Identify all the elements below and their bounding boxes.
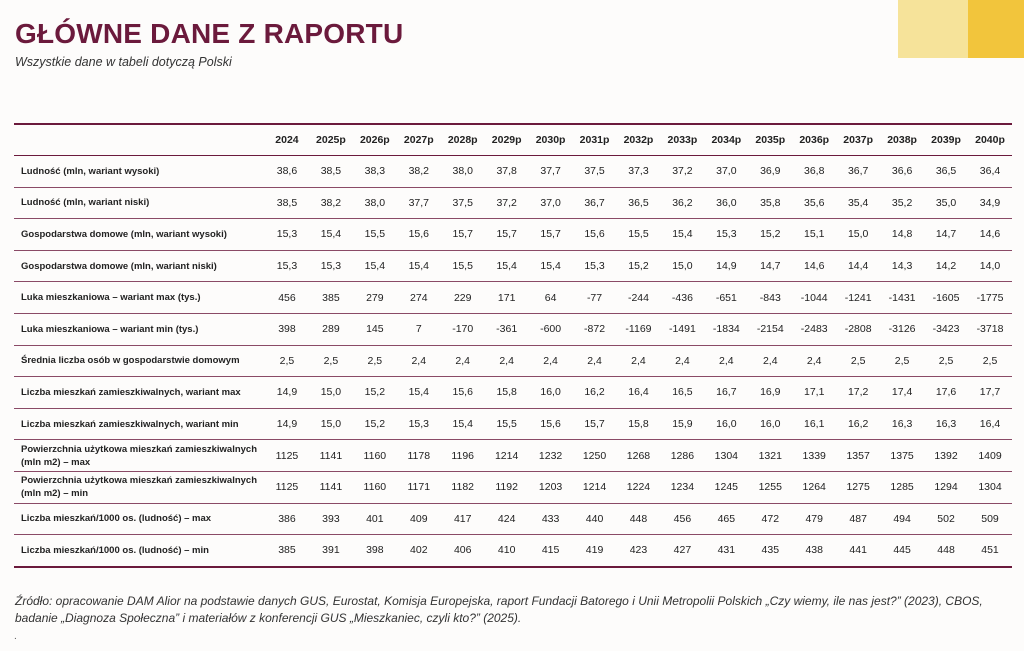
table-cell: 441 <box>836 535 880 567</box>
table-cell: 7 <box>397 313 441 345</box>
table-cell: 15,4 <box>353 250 397 282</box>
row-label: Luka mieszkaniowa – wariant max (tys.) <box>14 282 265 314</box>
table-cell: -1169 <box>617 313 661 345</box>
table-cell: 14,4 <box>836 250 880 282</box>
table-row <box>14 156 1012 188</box>
table-cell: 1409 <box>968 440 1012 472</box>
table-cell: 509 <box>968 503 1012 535</box>
table-cell: 38,2 <box>309 187 353 219</box>
table-cell: 16,0 <box>704 408 748 440</box>
footer-dot: . <box>14 631 17 642</box>
table-cell: 15,1 <box>792 219 836 251</box>
table-cell: 35,6 <box>792 187 836 219</box>
table-header-row <box>14 124 1012 156</box>
table-cell: -170 <box>441 313 485 345</box>
table-cell: -1491 <box>660 313 704 345</box>
table-cell: 15,8 <box>617 408 661 440</box>
table-row <box>14 345 1012 377</box>
table-row <box>14 535 1012 567</box>
table-cell: 15,7 <box>441 219 485 251</box>
table-cell: 448 <box>617 503 661 535</box>
table-cell: 37,0 <box>704 156 748 188</box>
column-header: 2028p <box>441 124 485 156</box>
table-cell: 391 <box>309 535 353 567</box>
table-cell: 15,3 <box>397 408 441 440</box>
table-cell: 438 <box>792 535 836 567</box>
table-cell: 36,7 <box>836 156 880 188</box>
table-cell: 2,4 <box>441 345 485 377</box>
column-header: 2037p <box>836 124 880 156</box>
table-cell: 1125 <box>265 471 309 503</box>
table-cell: 502 <box>924 503 968 535</box>
table-cell: 419 <box>573 535 617 567</box>
table-row <box>14 219 1012 251</box>
table-cell: 145 <box>353 313 397 345</box>
table-cell: 38,0 <box>441 156 485 188</box>
column-header: 2029p <box>485 124 529 156</box>
table-cell: -436 <box>660 282 704 314</box>
table-cell: 1224 <box>617 471 661 503</box>
table-cell: 16,3 <box>880 408 924 440</box>
table-cell: 1203 <box>529 471 573 503</box>
table-cell: 17,6 <box>924 377 968 409</box>
table-cell: 15,0 <box>309 408 353 440</box>
row-label: Liczba mieszkań zamieszkiwalnych, wariant min <box>14 408 265 440</box>
table-cell: 14,7 <box>924 219 968 251</box>
table-cell: 1160 <box>353 471 397 503</box>
table-cell: 38,5 <box>265 187 309 219</box>
table-cell: 14,3 <box>880 250 924 282</box>
table-cell: 435 <box>748 535 792 567</box>
table-cell: 431 <box>704 535 748 567</box>
table-cell: 16,2 <box>573 377 617 409</box>
column-header: 2032p <box>617 124 661 156</box>
table-cell: -1241 <box>836 282 880 314</box>
table-cell: 14,6 <box>792 250 836 282</box>
column-header: 2034p <box>704 124 748 156</box>
table-cell: 398 <box>265 313 309 345</box>
table-cell: 37,2 <box>660 156 704 188</box>
row-label: Powierzchnia użytkowa mieszkań zamieszkiwalnych (mln m2) – max <box>14 440 265 472</box>
table-cell: 445 <box>880 535 924 567</box>
table-cell: 36,5 <box>924 156 968 188</box>
table-cell: 17,1 <box>792 377 836 409</box>
table-cell: 15,3 <box>309 250 353 282</box>
table-row <box>14 250 1012 282</box>
row-label: Luka mieszkaniowa – wariant min (tys.) <box>14 313 265 345</box>
table-cell: 35,2 <box>880 187 924 219</box>
table-cell: 16,4 <box>968 408 1012 440</box>
column-header: 2031p <box>573 124 617 156</box>
table-cell: -1775 <box>968 282 1012 314</box>
table-cell: 456 <box>265 282 309 314</box>
table-cell: 1232 <box>529 440 573 472</box>
table-cell: 385 <box>309 282 353 314</box>
table-cell: 15,2 <box>353 377 397 409</box>
table-cell: 2,5 <box>309 345 353 377</box>
table-cell: 2,4 <box>573 345 617 377</box>
table-cell: 1285 <box>880 471 924 503</box>
table-cell: 36,8 <box>792 156 836 188</box>
table-cell: 15,4 <box>529 250 573 282</box>
table-cell: 37,5 <box>441 187 485 219</box>
table-cell: 2,4 <box>704 345 748 377</box>
table-cell: 385 <box>265 535 309 567</box>
table-cell: 2,4 <box>529 345 573 377</box>
table-cell: 1245 <box>704 471 748 503</box>
table-cell: -843 <box>748 282 792 314</box>
table-cell: 35,4 <box>836 187 880 219</box>
table-cell: 36,0 <box>704 187 748 219</box>
table-cell: 15,2 <box>617 250 661 282</box>
table-cell: 15,7 <box>529 219 573 251</box>
table-cell: 2,4 <box>748 345 792 377</box>
table-cell: 15,6 <box>397 219 441 251</box>
table-row <box>14 440 1012 472</box>
table-cell: -2808 <box>836 313 880 345</box>
table-cell: 2,4 <box>485 345 529 377</box>
table-cell: 423 <box>617 535 661 567</box>
table-cell: 393 <box>309 503 353 535</box>
table-cell: 1304 <box>968 471 1012 503</box>
table-cell: 1182 <box>441 471 485 503</box>
table-cell: 1294 <box>924 471 968 503</box>
table-cell: 448 <box>924 535 968 567</box>
table-cell: 64 <box>529 282 573 314</box>
table-cell: -2483 <box>792 313 836 345</box>
table-cell: 14,9 <box>265 377 309 409</box>
table-cell: 15,7 <box>485 219 529 251</box>
table-cell: 15,3 <box>704 219 748 251</box>
table-cell: 37,0 <box>529 187 573 219</box>
table-cell: 17,7 <box>968 377 1012 409</box>
table-cell: 14,0 <box>968 250 1012 282</box>
table-cell: 427 <box>660 535 704 567</box>
table-cell: 433 <box>529 503 573 535</box>
table-row <box>14 408 1012 440</box>
table-cell: 38,2 <box>397 156 441 188</box>
table-cell: 440 <box>573 503 617 535</box>
table-cell: 1286 <box>660 440 704 472</box>
table-cell: 410 <box>485 535 529 567</box>
table-cell: 15,9 <box>660 408 704 440</box>
corner-block-light <box>898 0 968 58</box>
table-cell: 417 <box>441 503 485 535</box>
table-cell: 279 <box>353 282 397 314</box>
column-header: 2033p <box>660 124 704 156</box>
table-cell: 15,3 <box>265 219 309 251</box>
table-cell: 2,4 <box>792 345 836 377</box>
table-cell: 15,5 <box>617 219 661 251</box>
table-cell: 15,5 <box>353 219 397 251</box>
table-cell: 494 <box>880 503 924 535</box>
table-cell: -2154 <box>748 313 792 345</box>
table-cell: 15,6 <box>573 219 617 251</box>
table-cell: 1214 <box>485 440 529 472</box>
table-cell: 402 <box>397 535 441 567</box>
table-cell: 36,6 <box>880 156 924 188</box>
table-cell: 229 <box>441 282 485 314</box>
table-row <box>14 503 1012 535</box>
row-label: Liczba mieszkań zamieszkiwalnych, wariant max <box>14 377 265 409</box>
table-cell: 1125 <box>265 440 309 472</box>
row-label: Powierzchnia użytkowa mieszkań zamieszkiwalnych (mln m2) – min <box>14 471 265 503</box>
table-cell: 15,5 <box>485 408 529 440</box>
table-cell: 15,7 <box>573 408 617 440</box>
row-label: Liczba mieszkań/1000 os. (ludność) – min <box>14 535 265 567</box>
row-label: Gospodarstwa domowe (mln, wariant wysoki) <box>14 219 265 251</box>
corner-decoration <box>898 0 1024 58</box>
table-cell: 14,9 <box>704 250 748 282</box>
table-cell: 2,4 <box>397 345 441 377</box>
table-cell: 15,0 <box>660 250 704 282</box>
table-cell: 1255 <box>748 471 792 503</box>
table-cell: 38,0 <box>353 187 397 219</box>
row-label: Ludność (mln, wariant wysoki) <box>14 156 265 188</box>
table-cell: 465 <box>704 503 748 535</box>
table-cell: 14,2 <box>924 250 968 282</box>
table-cell: 1304 <box>704 440 748 472</box>
table-cell: 38,6 <box>265 156 309 188</box>
table-cell: 274 <box>397 282 441 314</box>
table-cell: 36,2 <box>660 187 704 219</box>
table-cell: 36,9 <box>748 156 792 188</box>
page-subtitle: Wszystkie dane w tabeli dotyczą Polski <box>15 55 232 69</box>
table-cell: 16,0 <box>748 408 792 440</box>
table-cell: 15,4 <box>485 250 529 282</box>
table-cell: 1214 <box>573 471 617 503</box>
table-cell: -600 <box>529 313 573 345</box>
table-cell: 2,4 <box>617 345 661 377</box>
table-cell: 1234 <box>660 471 704 503</box>
table-cell: 37,8 <box>485 156 529 188</box>
table-cell: 15,5 <box>441 250 485 282</box>
table-cell: 37,3 <box>617 156 661 188</box>
corner-block-dark <box>968 0 1024 58</box>
table-cell: 1141 <box>309 440 353 472</box>
table-cell: 1375 <box>880 440 924 472</box>
table-cell: 17,4 <box>880 377 924 409</box>
table-row <box>14 377 1012 409</box>
table-cell: 15,4 <box>660 219 704 251</box>
row-label: Gospodarstwa domowe (mln, wariant niski) <box>14 250 265 282</box>
table-cell: -244 <box>617 282 661 314</box>
table-cell: 487 <box>836 503 880 535</box>
table-cell: 16,0 <box>529 377 573 409</box>
table-cell: 1268 <box>617 440 661 472</box>
table-cell: 2,5 <box>836 345 880 377</box>
table-cell: 2,5 <box>353 345 397 377</box>
table-cell: 15,0 <box>309 377 353 409</box>
table-cell: -3126 <box>880 313 924 345</box>
row-label: Ludność (mln, wariant niski) <box>14 187 265 219</box>
column-header: 2024 <box>265 124 309 156</box>
source-note: Źródło: opracowanie DAM Alior na podstawie danych GUS, Eurostat, Komisja Europejska, raport Fundacji Batorego i Unii Metropolii Polskich „Czy wiemy, ile nas jest?” (2023), CBOS, badanie „Diagnoza Społeczna” i materiałów z konferencji GUS „Mieszkaniec, czyli kto?” (2025). <box>15 594 983 625</box>
page-title: GŁÓWNE DANE Z RAPORTU <box>15 18 404 49</box>
table-cell: 2,4 <box>660 345 704 377</box>
table-cell: 36,5 <box>617 187 661 219</box>
table-cell: 38,3 <box>353 156 397 188</box>
table-cell: 1275 <box>836 471 880 503</box>
table-cell: 34,9 <box>968 187 1012 219</box>
column-header: 2039p <box>924 124 968 156</box>
table-cell: -3718 <box>968 313 1012 345</box>
table-cell: 16,4 <box>617 377 661 409</box>
table-cell: 406 <box>441 535 485 567</box>
table-cell: 1357 <box>836 440 880 472</box>
table-cell: 15,8 <box>485 377 529 409</box>
table-cell: 289 <box>309 313 353 345</box>
table-cell: 409 <box>397 503 441 535</box>
table-cell: 15,4 <box>397 377 441 409</box>
table-cell: -3423 <box>924 313 968 345</box>
table-cell: 14,7 <box>748 250 792 282</box>
table-row <box>14 471 1012 503</box>
column-header: 2040p <box>968 124 1012 156</box>
table-cell: 424 <box>485 503 529 535</box>
table-cell: 1196 <box>441 440 485 472</box>
header-label-cell <box>14 124 265 156</box>
column-header: 2026p <box>353 124 397 156</box>
table-cell: 37,7 <box>397 187 441 219</box>
data-table <box>14 123 1012 568</box>
table-cell: 16,3 <box>924 408 968 440</box>
table-cell: 14,9 <box>265 408 309 440</box>
table-cell: 16,9 <box>748 377 792 409</box>
table-cell: 472 <box>748 503 792 535</box>
table-cell: 36,7 <box>573 187 617 219</box>
table-cell: 15,2 <box>353 408 397 440</box>
table-cell: -1044 <box>792 282 836 314</box>
table-cell: 15,0 <box>836 219 880 251</box>
table-cell: 398 <box>353 535 397 567</box>
table-cell: 36,4 <box>968 156 1012 188</box>
table-cell: 1178 <box>397 440 441 472</box>
table-body <box>14 156 1012 567</box>
table-cell: 1321 <box>748 440 792 472</box>
table-cell: 1192 <box>485 471 529 503</box>
table-cell: 479 <box>792 503 836 535</box>
table-cell: 456 <box>660 503 704 535</box>
table-cell: 15,6 <box>441 377 485 409</box>
table-cell: 16,5 <box>660 377 704 409</box>
row-label: Średnia liczba osób w gospodarstwie domowym <box>14 345 265 377</box>
table-cell: -1834 <box>704 313 748 345</box>
table-cell: 1339 <box>792 440 836 472</box>
table-cell: 35,0 <box>924 187 968 219</box>
table-cell: 1264 <box>792 471 836 503</box>
table-cell: 35,8 <box>748 187 792 219</box>
table-cell: 14,6 <box>968 219 1012 251</box>
table-cell: 386 <box>265 503 309 535</box>
table-cell: -651 <box>704 282 748 314</box>
table-cell: -1431 <box>880 282 924 314</box>
table-cell: 15,3 <box>265 250 309 282</box>
table-cell: 17,2 <box>836 377 880 409</box>
table-cell: 16,7 <box>704 377 748 409</box>
table-cell: 415 <box>529 535 573 567</box>
table-cell: 15,2 <box>748 219 792 251</box>
table-row <box>14 282 1012 314</box>
table-cell: 38,5 <box>309 156 353 188</box>
table-cell: -361 <box>485 313 529 345</box>
table-cell: 15,4 <box>397 250 441 282</box>
table-cell: 451 <box>968 535 1012 567</box>
column-header: 2027p <box>397 124 441 156</box>
table-cell: 2,5 <box>924 345 968 377</box>
table-cell: 14,8 <box>880 219 924 251</box>
table-cell: 2,5 <box>880 345 924 377</box>
column-header: 2036p <box>792 124 836 156</box>
table-cell: 37,7 <box>529 156 573 188</box>
table-cell: 37,2 <box>485 187 529 219</box>
table-cell: -1605 <box>924 282 968 314</box>
table-cell: 15,3 <box>573 250 617 282</box>
column-header: 2030p <box>529 124 573 156</box>
table-cell: 1171 <box>397 471 441 503</box>
table-cell: 1160 <box>353 440 397 472</box>
column-header: 2035p <box>748 124 792 156</box>
table-cell: 15,6 <box>529 408 573 440</box>
column-header: 2038p <box>880 124 924 156</box>
table-cell: 15,4 <box>309 219 353 251</box>
table-cell: 37,5 <box>573 156 617 188</box>
table-cell: 16,1 <box>792 408 836 440</box>
table-cell: 2,5 <box>968 345 1012 377</box>
table-cell: -872 <box>573 313 617 345</box>
table-row <box>14 187 1012 219</box>
table-cell: 15,4 <box>441 408 485 440</box>
table-cell: 2,5 <box>265 345 309 377</box>
table-cell: -77 <box>573 282 617 314</box>
table-cell: 171 <box>485 282 529 314</box>
table-cell: 16,2 <box>836 408 880 440</box>
table-cell: 1141 <box>309 471 353 503</box>
table-cell: 1250 <box>573 440 617 472</box>
row-label: Liczba mieszkań/1000 os. (ludność) – max <box>14 503 265 535</box>
table-row <box>14 313 1012 345</box>
column-header: 2025p <box>309 124 353 156</box>
table-cell: 401 <box>353 503 397 535</box>
table-cell: 1392 <box>924 440 968 472</box>
